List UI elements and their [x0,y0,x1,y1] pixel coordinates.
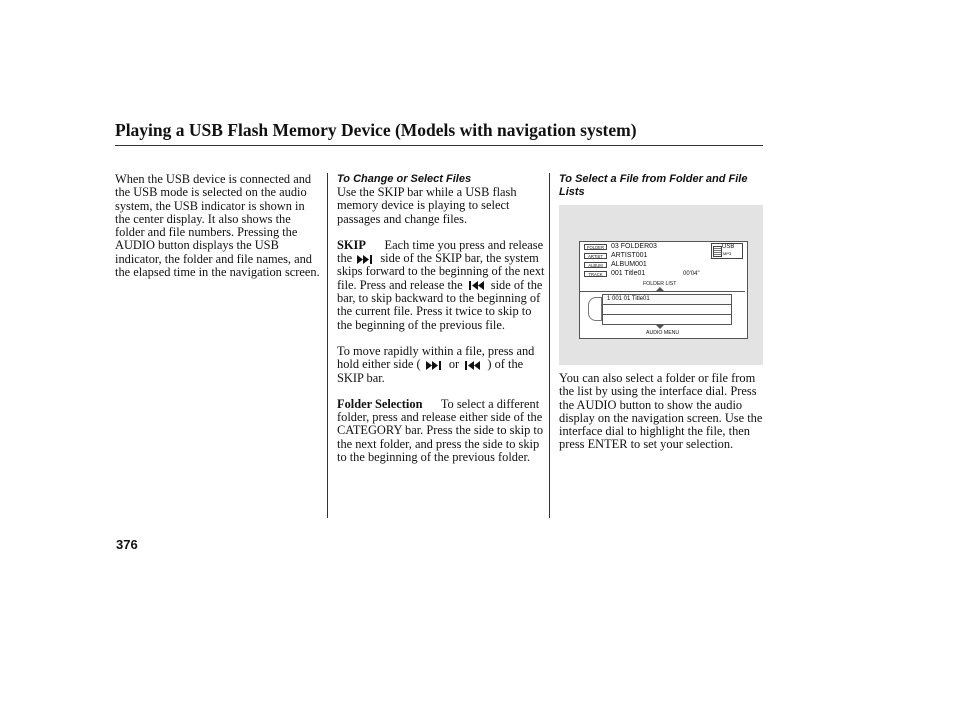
audio-menu-label: AUDIO MENU [646,330,680,336]
album-value: ALBUM001 [611,261,647,268]
track-tag: TRACK [584,271,607,277]
section-heading-change-files: To Change or Select Files [337,173,472,185]
left-column [115,173,321,279]
folder-selection-paragraph: Folder Selection To select a different folder, press and release either side of the CATEGORY bar. Press the side to skip to the next folder, and press the side to skip to the beginning of the previous folder. [337,396,544,465]
down-arrow-icon [656,325,664,329]
skip-forward-icon [355,255,377,264]
skip-intro: Use the SKIP bar while a USB flash memory device is playing to select passages and change files. [337,185,517,226]
skip-paragraph: SKIP Each time you press and release the side of the SKIP bar, the system skips forward to the beginning of the next file. Press and release the side of the bar, to skip backward to the beginning of the current file. Press it twice to skip to the beginning of the previous file. [337,237,545,332]
album-tag: ALBUM [584,262,607,268]
display-illustration [559,205,763,365]
list-item-selected[interactable]: 1 001 01 Title01 [602,294,732,305]
page-title: Playing a USB Flash Memory Device (Models with navigation system) [115,120,637,140]
rapid-paragraph: To move rapidly within a file, press and hold either side ( or ) of the SKIP bar. [337,343,535,385]
skip-back-icon [462,361,484,370]
elapsed-time: 00'04" [683,271,700,277]
file-list-paragraph: You can also select a folder or file from the list by using the interface dial. Press the AUDIO button to show the audio display on the navigation screen. Use the interface dial to highlight the file, then press ENTER to set your selection. [559,371,763,452]
title-rule [115,145,763,146]
list-item[interactable] [602,314,732,325]
section-heading-file-lists: To Select a File from Folder and File Lists [559,173,748,198]
folder-tag: FOLDER [584,244,607,250]
folder-list-label: FOLDER LIST [643,281,677,287]
page-number: 376 [116,537,138,552]
artist-value: ARTIST001 [611,252,648,259]
navigation-screen [579,241,748,339]
list-divider [580,291,745,292]
folder-selection-label: Folder Selection [337,396,423,411]
column-divider-2 [549,173,550,518]
skip-label: SKIP [337,237,366,252]
skip-forward-icon [424,361,446,370]
intro-paragraph: When the USB device is connected and the USB mode is selected on the audio system, the USB indicator is shown in the center display. It also shows the folder and file numbers. Pressing the AUDIO button displays the USB indicator, the folder and file names, and the elapsed time in the navigation screen. [115,172,320,280]
usb-indicator: USB MP3 [711,243,743,259]
middle-column [337,173,547,464]
dial-graphic [588,297,602,321]
right-text [559,372,765,452]
usb-icon [713,246,722,257]
skip-back-icon [466,281,488,290]
track-value: 001 Title01 [611,270,646,277]
right-column [559,173,765,199]
folder-value: 03 FOLDER03 [611,243,657,250]
artist-tag: ARTIST [584,253,607,259]
column-divider-1 [327,173,328,518]
